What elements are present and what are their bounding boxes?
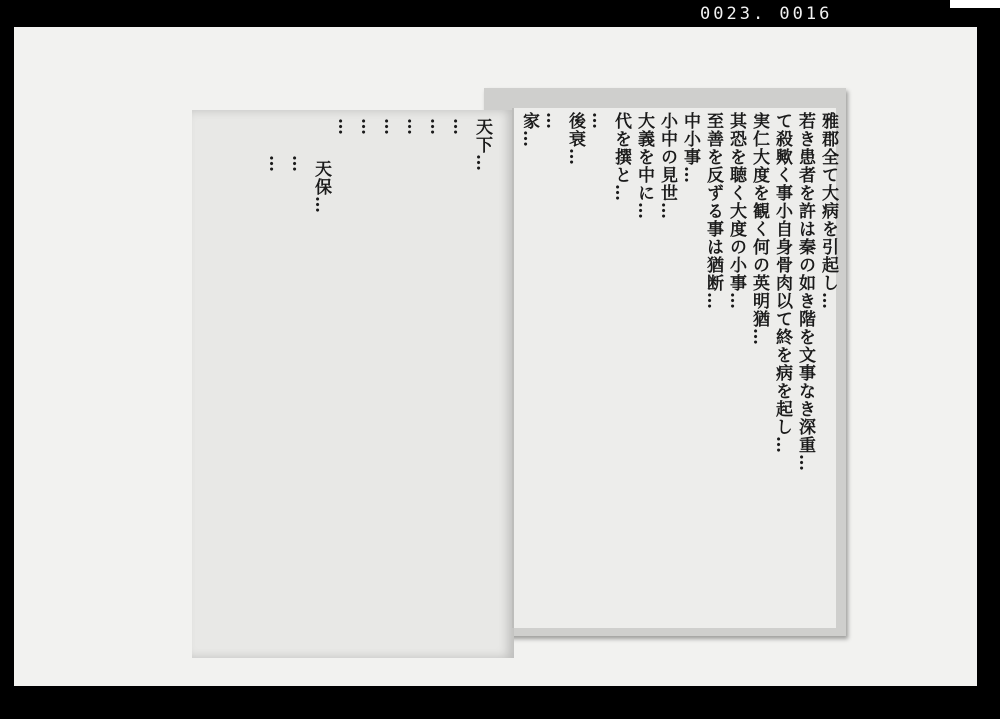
left-page-line: … [265,155,285,173]
left-page-line: … [403,118,423,136]
right-page-line: 大義を中に… [634,112,654,220]
right-page-line: … [588,112,608,130]
frame-number: 0023. 0016 [700,4,833,24]
left-page-line: … [334,118,354,136]
right-page-line: 代を撰と… [611,112,631,202]
right-page-line: 小中の見世… [657,112,677,220]
left-page-line: 天下… [472,118,492,172]
right-page-line: 実仁大度を観く何の英明猶… [749,112,769,346]
film-edge-marker [950,0,1000,8]
right-page-line: 至善を反ずる事は猶断… [703,112,723,310]
right-page-line: 其恐を聴く大度の小事… [726,112,746,310]
right-page-line: て殺歟く事小自身骨肉以て終を病を起し… [772,112,792,454]
right-page-line: … [542,112,562,130]
left-page-line: … [449,118,469,136]
left-page-line: … [426,118,446,136]
left-page-line: … [357,118,377,136]
right-page-line: 中小事… [680,112,700,184]
left-page [192,110,514,658]
left-page-line: 天保… [311,160,331,214]
left-page-line: … [380,118,400,136]
right-page-line: 雅郡全て大病を引起し… [818,112,838,310]
right-page-line: 若き患者を許は秦の如き階を文事なき深重… [795,112,815,472]
left-page-line: … [288,155,308,173]
right-page-line: 家… [519,112,539,148]
right-page-line: 後衰… [565,112,585,166]
